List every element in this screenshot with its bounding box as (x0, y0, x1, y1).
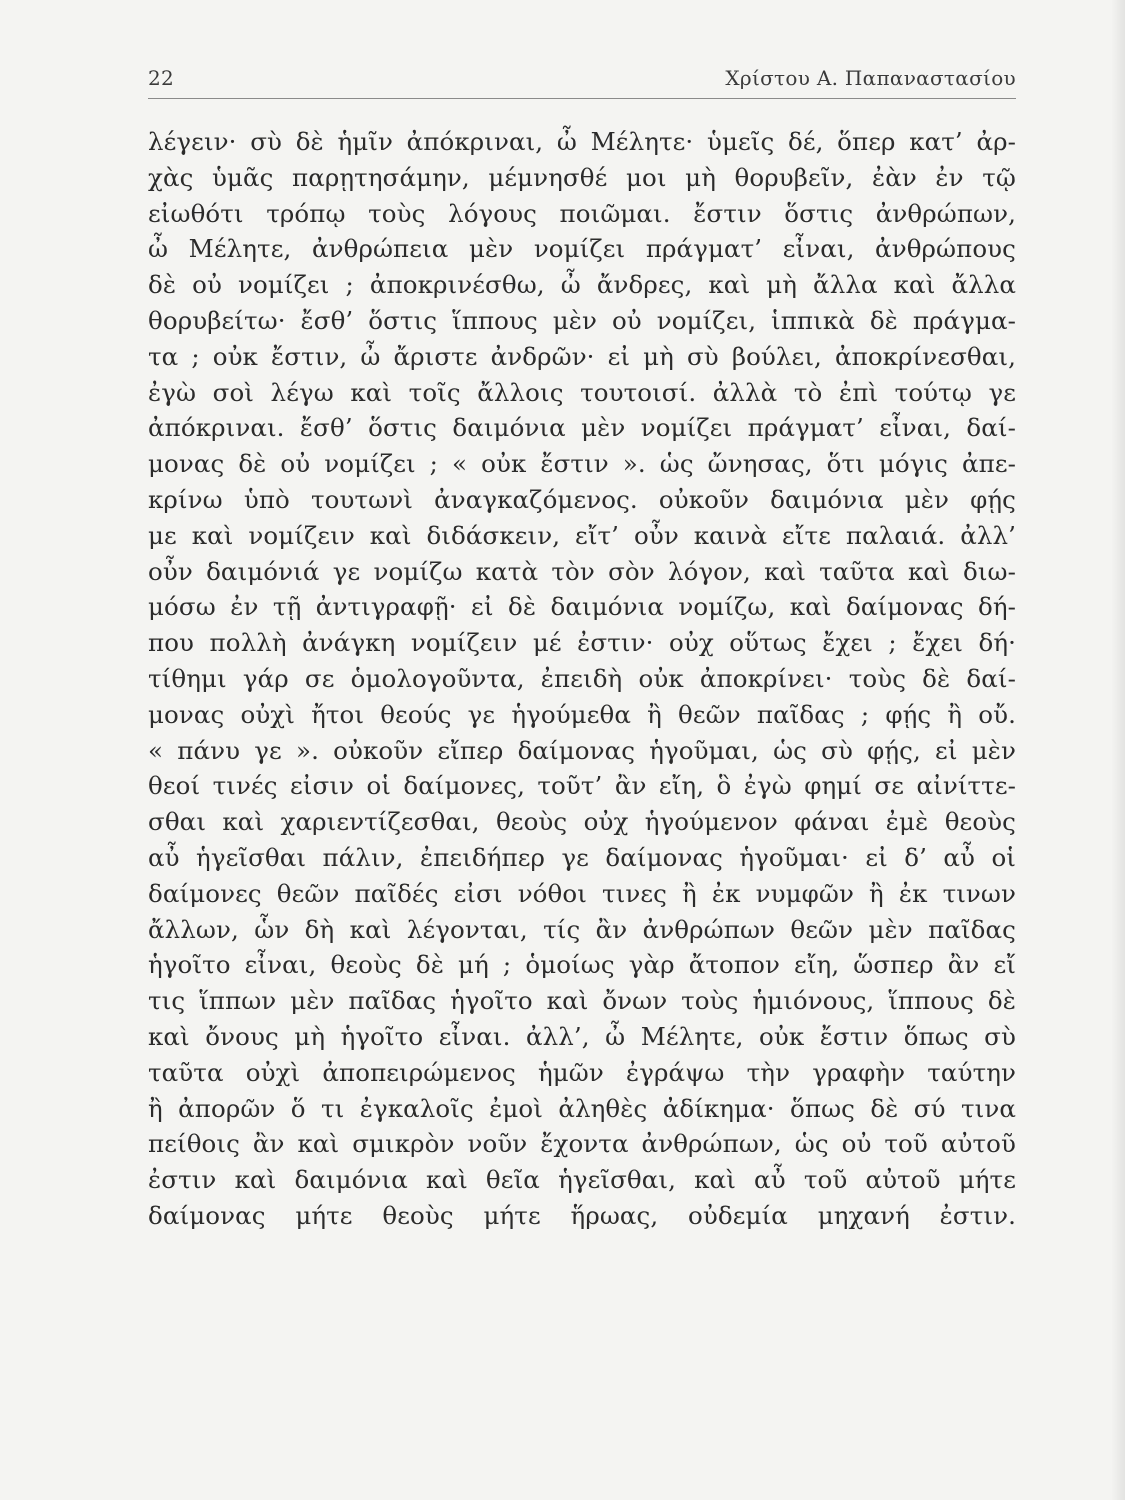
text-line: σθαι καὶ χαριεντίζεσθαι, θεοὺς οὐχ ἡγούμενον φάναι ἐμὲ θεοὺς (148, 807, 1016, 837)
text-line: θεοί τινές εἰσιν οἱ δαίμονες, τοῦτ’ ἂν εἴη, ὃ ἐγὼ φημί σε αἰνίττε- (148, 771, 1016, 801)
text-line: εἰωθότι τρόπῳ τοὺς λόγους ποιῶμαι. ἔστιν ὅστις ἀνθρώπων, (148, 198, 1016, 228)
text-line: κρίνω ὑπὸ τουτωνὶ ἀναγκαζόμενος. οὐκοῦν δαιμόνια μὲν φῄς (148, 484, 1016, 514)
text-line: ἐστιν καὶ δαιμόνια καὶ θεῖα ἡγεῖσθαι, καὶ αὖ τοῦ αὐτοῦ μήτε (148, 1165, 1016, 1195)
text-line: ἐγὼ σοὶ λέγω καὶ τοῖς ἄλλοις τουτοισί. ἀλλὰ τὸ ἐπὶ τούτῳ γε (148, 377, 1016, 407)
body-text (148, 124, 1016, 1234)
text-line: δαίμονες θεῶν παῖδές εἰσι νόθοι τινες ἢ ἐκ νυμφῶν ἢ ἐκ τινων (148, 878, 1016, 908)
text-line: μόσω ἐν τῇ ἀντιγραφῇ· εἰ δὲ δαιμόνια νομίζω, καὶ δαίμονας δή- (148, 592, 1016, 622)
text-line: τα ; οὐκ ἔστιν, ὦ ἄριστε ἀνδρῶν· εἰ μὴ σὺ βούλει, ἀποκρίνεσθαι, (148, 341, 1016, 371)
text-line: αὖ ἡγεῖσθαι πάλιν, ἐπειδήπερ γε δαίμονας ἡγοῦμαι· εἰ δ’ αὖ οἱ (148, 842, 1016, 872)
text-line: που πολλὴ ἀνάγκη νομίζειν μέ ἐστιν· οὐχ οὕτως ἔχει ; ἔχει δή· (148, 628, 1016, 658)
text-line: τις ἵππων μὲν παῖδας ἡγοῖτο καὶ ὄνων τοὺς ἡμιόνους, ἵππους δὲ (148, 986, 1016, 1016)
text-line: δαίμονας μήτε θεοὺς μήτε ἥρωας, οὐδεμία μηχανή ἐστιν. (148, 1200, 1016, 1230)
page-number: 22 (148, 66, 175, 90)
text-line: ὦ Μέλητε, ἀνθρώπεια μὲν νομίζει πράγματ’ εἶναι, ἀνθρώπους (148, 234, 1016, 264)
book-page (148, 64, 1016, 1234)
running-head (148, 64, 1016, 98)
text-line: ἀπόκριναι. ἔσθ’ ὅστις δαιμόνια μὲν νομίζει πράγματ’ εἶναι, δαί- (148, 413, 1016, 443)
text-line: μονας οὐχὶ ἤτοι θεούς γε ἡγούμεθα ἢ θεῶν παῖδας ; φῄς ἢ οὔ. (148, 699, 1016, 729)
text-line: με καὶ νομίζειν καὶ διδάσκειν, εἴτ’ οὖν καινὰ εἴτε παλαιά. ἀλλ’ (148, 520, 1016, 550)
header-rule (148, 98, 1016, 99)
text-line: χὰς ὑμᾶς παρῃτησάμην, μέμνησθέ μοι μὴ θορυβεῖν, ἐὰν ἐν τῷ (148, 162, 1016, 192)
text-line: λέγειν· σὺ δὲ ἡμῖν ἀπόκριναι, ὦ Μέλητε· ὑμεῖς δέ, ὅπερ κατ’ ἀρ- (148, 127, 1016, 156)
text-line: θορυβείτω· ἔσθ’ ὅστις ἵππους μὲν οὐ νομίζει, ἱππικὰ δὲ πράγμα- (148, 305, 1016, 335)
text-line: ἢ ἀπορῶν ὅ τι ἐγκαλοῖς ἐμοὶ ἀληθὲς ἀδίκημα· ὅπως δὲ σύ τινα (148, 1093, 1016, 1123)
running-title: Χρίστου Α. Παπαναστασίου (725, 66, 1016, 90)
text-line: καὶ ὄνους μὴ ἡγοῖτο εἶναι. ἀλλ’, ὦ Μέλητε, οὐκ ἔστιν ὅπως σὺ (148, 1021, 1016, 1051)
text-line: ταῦτα οὐχὶ ἀποπειρώμενος ἡμῶν ἐγράψω τὴν γραφὴν ταύτην (148, 1057, 1016, 1087)
text-line: « πάνυ γε ». οὐκοῦν εἴπερ δαίμονας ἡγοῦμαι, ὡς σὺ φῄς, εἰ μὲν (148, 735, 1016, 765)
text-line: πείθοις ἂν καὶ σμικρὸν νοῦν ἔχοντα ἀνθρώπων, ὡς οὐ τοῦ αὐτοῦ (148, 1129, 1016, 1159)
text-line: δὲ οὐ νομίζει ; ἀποκρινέσθω, ὦ ἄνδρες, καὶ μὴ ἄλλα καὶ ἄλλα (148, 270, 1016, 300)
text-line: μονας δὲ οὐ νομίζει ; « οὐκ ἔστιν ». ὡς ὤνησας, ὅτι μόγις ἀπε- (148, 449, 1016, 479)
text-line: τίθημι γάρ σε ὁμολογοῦντα, ἐπειδὴ οὐκ ἀποκρίνει· τοὺς δὲ δαί- (148, 663, 1016, 693)
text-line: ἡγοῖτο εἶναι, θεοὺς δὲ μή ; ὁμοίως γὰρ ἄτοπον εἴη, ὥσπερ ἂν εἴ (148, 950, 1016, 980)
text-line: οὖν δαιμόνιά γε νομίζω κατὰ τὸν σὸν λόγον, καὶ ταῦτα καὶ διω- (148, 556, 1016, 586)
page-edge-shadow (1111, 0, 1125, 1500)
text-line: ἄλλων, ὧν δὴ καὶ λέγονται, τίς ἂν ἀνθρώπων θεῶν μὲν παῖδας (148, 914, 1016, 944)
